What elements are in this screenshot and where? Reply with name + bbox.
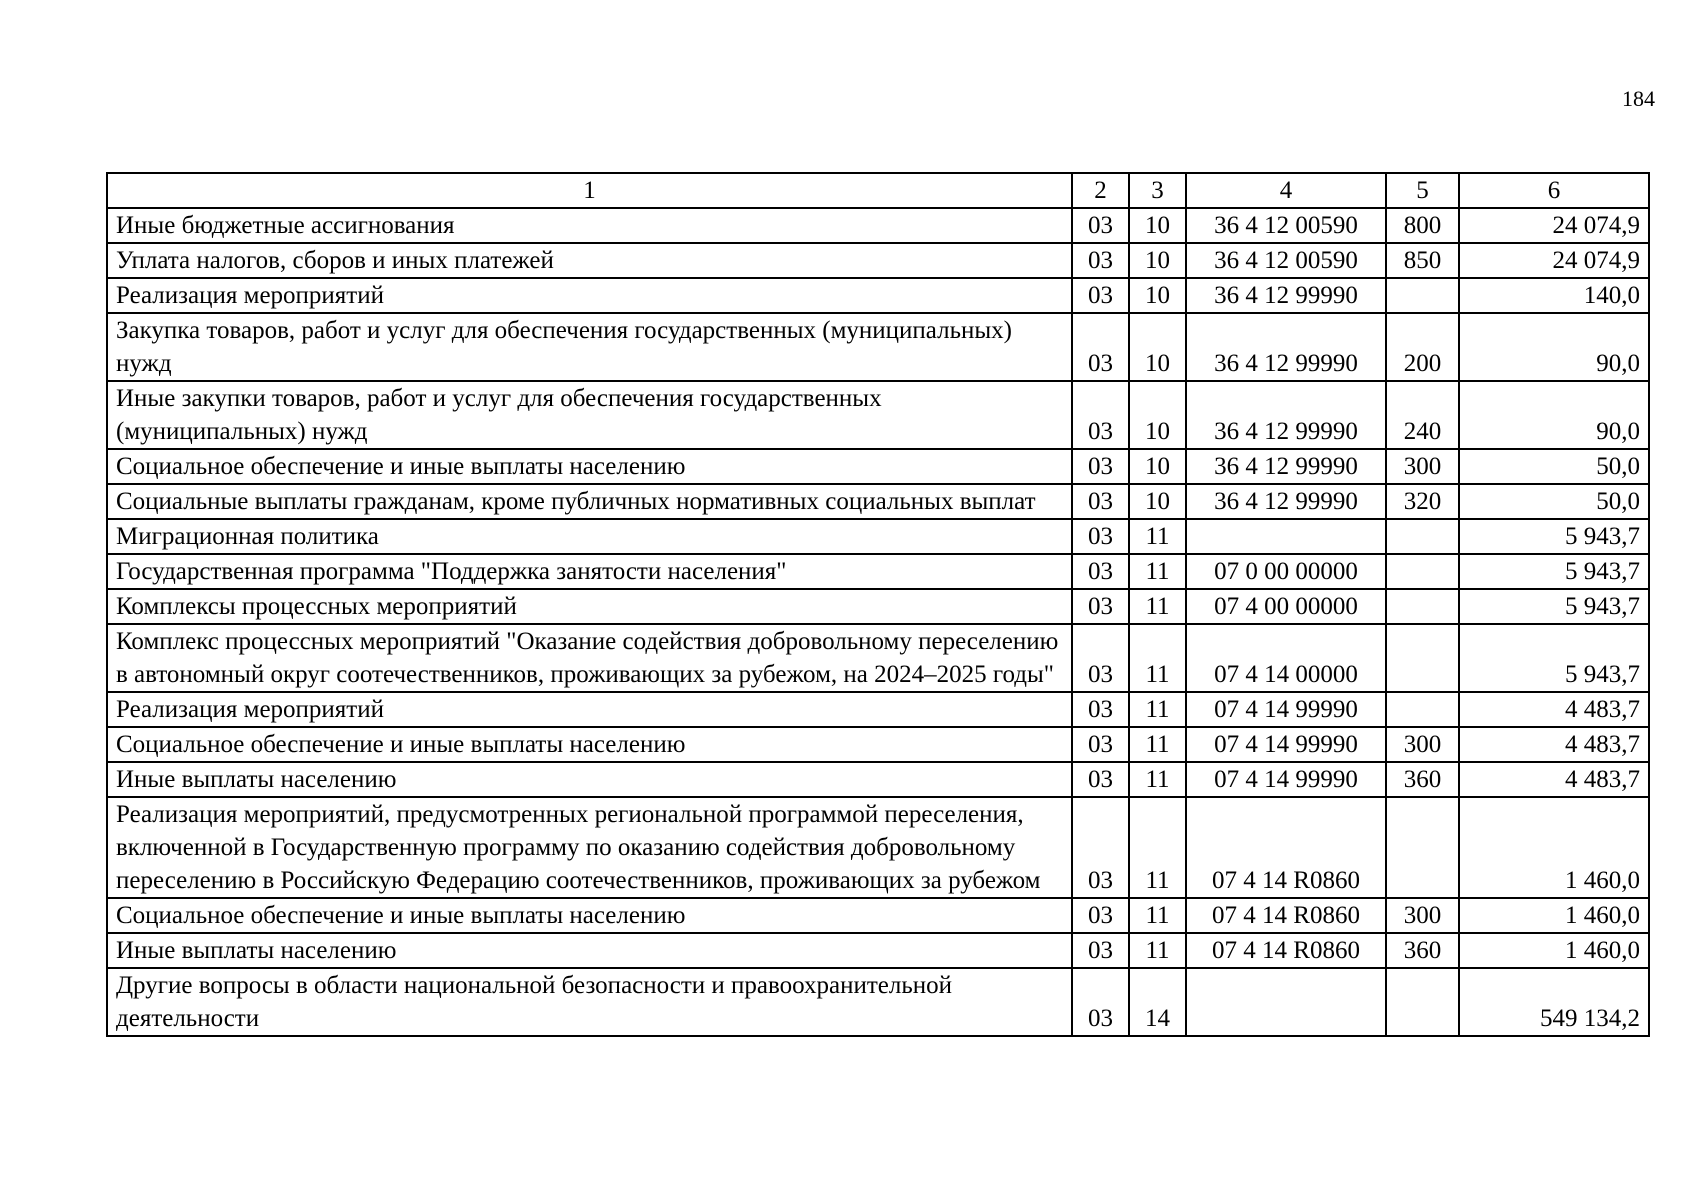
row-name-cell: Уплата налогов, сборов и иных платежей <box>107 243 1072 278</box>
row-section-cell: 03 <box>1072 484 1129 519</box>
table-row <box>107 933 1649 968</box>
row-code-cell: 07 4 14 99990 <box>1186 762 1386 797</box>
row-type-cell <box>1386 278 1459 313</box>
row-name-cell: Комплекс процессных мероприятий "Оказание содействия добровольному переселению в автономный округ соотечественников, проживающих за рубежом, на 2024–2025 годы" <box>107 624 1072 692</box>
row-type-cell: 850 <box>1386 243 1459 278</box>
table-row <box>107 519 1649 554</box>
row-subsection-cell: 11 <box>1129 692 1186 727</box>
table-row <box>107 898 1649 933</box>
row-code-cell: 36 4 12 99990 <box>1186 381 1386 449</box>
row-name-cell: Иные выплаты населению <box>107 933 1072 968</box>
row-type-cell: 800 <box>1386 208 1459 243</box>
row-code-cell: 07 4 14 R0860 <box>1186 797 1386 898</box>
row-type-cell <box>1386 519 1459 554</box>
row-name-cell: Закупка товаров, работ и услуг для обеспечения государственных (муниципальных) нужд <box>107 313 1072 381</box>
row-section-cell: 03 <box>1072 762 1129 797</box>
row-name-cell: Социальное обеспечение и иные выплаты населению <box>107 898 1072 933</box>
row-code-cell: 36 4 12 99990 <box>1186 484 1386 519</box>
row-section-cell: 03 <box>1072 381 1129 449</box>
row-name-cell: Другие вопросы в области национальной безопасности и правоохранительной деятельности <box>107 968 1072 1036</box>
row-amount-cell: 50,0 <box>1459 484 1649 519</box>
row-code-cell: 07 4 00 00000 <box>1186 589 1386 624</box>
row-name-cell: Государственная программа "Поддержка занятости населения" <box>107 554 1072 589</box>
row-subsection-cell: 10 <box>1129 208 1186 243</box>
row-name-cell: Реализация мероприятий, предусмотренных региональной программой переселения, включенной в Государственную программу по оказанию содействия добровольному переселению в Российскую Федерацию соотечественников, проживающих за рубежом <box>107 797 1072 898</box>
table-row <box>107 797 1649 898</box>
table-row <box>107 208 1649 243</box>
row-name-cell: Иные закупки товаров, работ и услуг для обеспечения государственных (муниципальных) нужд <box>107 381 1072 449</box>
row-code-cell: 07 4 14 99990 <box>1186 727 1386 762</box>
row-amount-cell: 140,0 <box>1459 278 1649 313</box>
row-code-cell <box>1186 968 1386 1036</box>
row-type-cell <box>1386 968 1459 1036</box>
row-amount-cell: 90,0 <box>1459 381 1649 449</box>
row-subsection-cell: 11 <box>1129 797 1186 898</box>
row-name-cell: Иные бюджетные ассигнования <box>107 208 1072 243</box>
row-amount-cell: 90,0 <box>1459 313 1649 381</box>
row-name-cell: Комплексы процессных мероприятий <box>107 589 1072 624</box>
table-row <box>107 762 1649 797</box>
row-subsection-cell: 14 <box>1129 968 1186 1036</box>
row-type-cell <box>1386 589 1459 624</box>
row-section-cell: 03 <box>1072 449 1129 484</box>
row-amount-cell: 50,0 <box>1459 449 1649 484</box>
row-section-cell: 03 <box>1072 727 1129 762</box>
row-subsection-cell: 11 <box>1129 727 1186 762</box>
row-subsection-cell: 11 <box>1129 933 1186 968</box>
row-section-cell: 03 <box>1072 933 1129 968</box>
row-section-cell: 03 <box>1072 624 1129 692</box>
row-code-cell: 36 4 12 99990 <box>1186 313 1386 381</box>
table-row <box>107 313 1649 381</box>
row-section-cell: 03 <box>1072 692 1129 727</box>
header-col-2: 2 <box>1072 173 1129 208</box>
row-type-cell <box>1386 624 1459 692</box>
row-subsection-cell: 10 <box>1129 278 1186 313</box>
row-section-cell: 03 <box>1072 313 1129 381</box>
row-subsection-cell: 11 <box>1129 589 1186 624</box>
row-section-cell: 03 <box>1072 797 1129 898</box>
row-section-cell: 03 <box>1072 554 1129 589</box>
row-code-cell: 36 4 12 00590 <box>1186 208 1386 243</box>
row-amount-cell: 1 460,0 <box>1459 797 1649 898</box>
row-type-cell: 240 <box>1386 381 1459 449</box>
row-type-cell <box>1386 692 1459 727</box>
header-col-1: 1 <box>107 173 1072 208</box>
row-amount-cell: 1 460,0 <box>1459 933 1649 968</box>
row-section-cell: 03 <box>1072 278 1129 313</box>
header-col-5: 5 <box>1386 173 1459 208</box>
row-amount-cell: 5 943,7 <box>1459 554 1649 589</box>
row-code-cell: 36 4 12 00590 <box>1186 243 1386 278</box>
row-type-cell: 300 <box>1386 898 1459 933</box>
row-subsection-cell: 11 <box>1129 898 1186 933</box>
page-number: 184 <box>1622 86 1655 111</box>
row-subsection-cell: 10 <box>1129 484 1186 519</box>
row-type-cell: 360 <box>1386 933 1459 968</box>
row-code-cell: 07 4 14 R0860 <box>1186 933 1386 968</box>
row-code-cell: 07 0 00 00000 <box>1186 554 1386 589</box>
row-section-cell: 03 <box>1072 898 1129 933</box>
header-row <box>107 173 1649 208</box>
row-type-cell: 300 <box>1386 727 1459 762</box>
row-subsection-cell: 10 <box>1129 313 1186 381</box>
table-row <box>107 692 1649 727</box>
row-code-cell: 07 4 14 99990 <box>1186 692 1386 727</box>
table-row <box>107 381 1649 449</box>
row-section-cell: 03 <box>1072 589 1129 624</box>
row-type-cell: 320 <box>1386 484 1459 519</box>
row-code-cell: 07 4 14 00000 <box>1186 624 1386 692</box>
row-name-cell: Социальное обеспечение и иные выплаты населению <box>107 449 1072 484</box>
row-subsection-cell: 11 <box>1129 554 1186 589</box>
row-amount-cell: 5 943,7 <box>1459 519 1649 554</box>
budget-table <box>106 172 1650 1037</box>
table-row <box>107 554 1649 589</box>
table-header <box>107 173 1649 208</box>
row-section-cell: 03 <box>1072 243 1129 278</box>
row-amount-cell: 4 483,7 <box>1459 692 1649 727</box>
row-subsection-cell: 11 <box>1129 762 1186 797</box>
row-name-cell: Реализация мероприятий <box>107 278 1072 313</box>
header-col-4: 4 <box>1186 173 1386 208</box>
row-name-cell: Социальное обеспечение и иные выплаты населению <box>107 727 1072 762</box>
table-row <box>107 484 1649 519</box>
row-type-cell <box>1386 797 1459 898</box>
row-name-cell: Социальные выплаты гражданам, кроме публичных нормативных социальных выплат <box>107 484 1072 519</box>
row-type-cell <box>1386 554 1459 589</box>
table-row <box>107 449 1649 484</box>
table-row <box>107 278 1649 313</box>
row-name-cell: Миграционная политика <box>107 519 1072 554</box>
row-section-cell: 03 <box>1072 519 1129 554</box>
row-section-cell: 03 <box>1072 968 1129 1036</box>
row-amount-cell: 5 943,7 <box>1459 624 1649 692</box>
row-subsection-cell: 11 <box>1129 519 1186 554</box>
row-amount-cell: 4 483,7 <box>1459 727 1649 762</box>
row-section-cell: 03 <box>1072 208 1129 243</box>
table-row <box>107 624 1649 692</box>
row-type-cell: 360 <box>1386 762 1459 797</box>
row-name-cell: Иные выплаты населению <box>107 762 1072 797</box>
table-row <box>107 589 1649 624</box>
table-body <box>107 208 1649 1036</box>
row-subsection-cell: 10 <box>1129 449 1186 484</box>
row-amount-cell: 4 483,7 <box>1459 762 1649 797</box>
table-row <box>107 968 1649 1036</box>
table-row <box>107 727 1649 762</box>
row-code-cell <box>1186 519 1386 554</box>
row-amount-cell: 24 074,9 <box>1459 208 1649 243</box>
row-amount-cell: 549 134,2 <box>1459 968 1649 1036</box>
row-type-cell: 300 <box>1386 449 1459 484</box>
row-amount-cell: 24 074,9 <box>1459 243 1649 278</box>
table-row <box>107 243 1649 278</box>
row-subsection-cell: 10 <box>1129 243 1186 278</box>
row-amount-cell: 5 943,7 <box>1459 589 1649 624</box>
row-subsection-cell: 11 <box>1129 624 1186 692</box>
row-code-cell: 36 4 12 99990 <box>1186 449 1386 484</box>
row-code-cell: 07 4 14 R0860 <box>1186 898 1386 933</box>
row-type-cell: 200 <box>1386 313 1459 381</box>
row-code-cell: 36 4 12 99990 <box>1186 278 1386 313</box>
header-col-6: 6 <box>1459 173 1649 208</box>
row-subsection-cell: 10 <box>1129 381 1186 449</box>
row-amount-cell: 1 460,0 <box>1459 898 1649 933</box>
header-col-3: 3 <box>1129 173 1186 208</box>
row-name-cell: Реализация мероприятий <box>107 692 1072 727</box>
